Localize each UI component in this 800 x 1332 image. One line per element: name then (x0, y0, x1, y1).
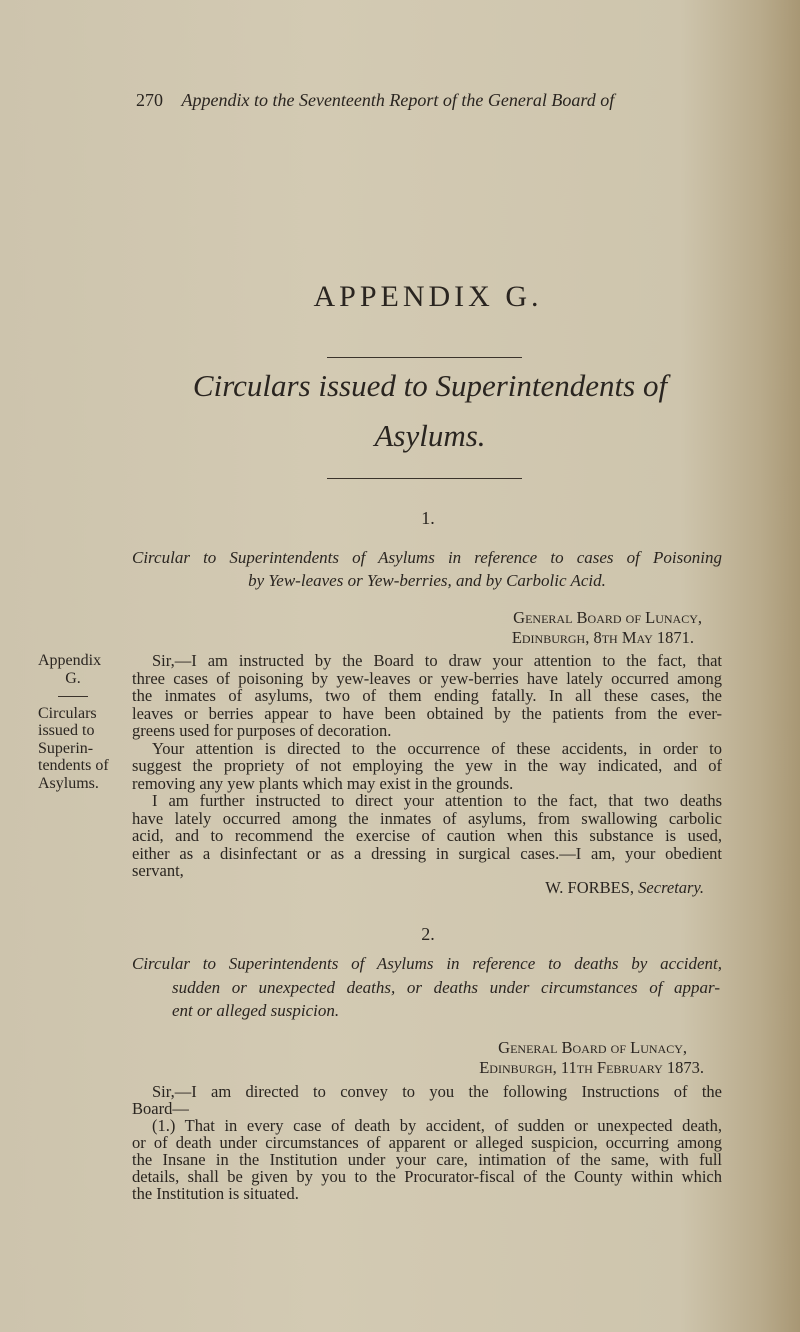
body-line: Board— (132, 1099, 189, 1118)
address-line: General Board of Lunacy, (513, 608, 702, 627)
body-line: Your attention is directed to the occurrence of these accidents, in order to (152, 738, 722, 758)
divider (327, 478, 522, 479)
body-line: servant, (132, 861, 184, 880)
sidenote-line: Asylums. (38, 774, 99, 792)
address (132, 1059, 704, 1076)
address (132, 629, 694, 646)
sidenote-line: G. (65, 669, 81, 687)
body-line: Sir,—I am directed to convey to you the following Instructions of the (152, 1082, 722, 1101)
address-line: Edinburgh, 11th February 1873. (479, 1058, 704, 1077)
body-line: suggest the propriety of not employing the yew in the way indicated, and of (132, 756, 722, 775)
signature-name: W. FORBES, (545, 878, 635, 897)
signature-title: Secretary. (638, 878, 704, 897)
circular-title: by Yew-leaves or Yew-berries, and by Carbolic Acid. (248, 571, 606, 590)
body-line: either as a disinfectant or as a dressing in surgical cases.—I am, your obedient (132, 843, 722, 863)
body-line: (1.) That in every case of death by accident, of sudden or unexpected death, (152, 1116, 722, 1135)
address (132, 609, 702, 626)
address-line: General Board of Lunacy, (498, 1038, 687, 1057)
circular-title: sudden or unexpected deaths, or deaths under circumstances of appar- (172, 978, 720, 997)
address (132, 1039, 687, 1056)
sidenote-line: Circulars (38, 704, 97, 722)
body-line: leaves or berries appear to have been obtained by the patients from the ever- (132, 703, 722, 723)
sidenote-line: issued to (38, 722, 95, 739)
appendix-heading: APPENDIX G. (313, 280, 543, 313)
body-line: or of death under circumstances of apparent or alleged suspicion, occurring among (132, 1133, 722, 1152)
body-line: removing any yew plants which may exist in the grounds. (132, 773, 514, 793)
sidenote-line: Superin- (38, 739, 94, 757)
signature (132, 879, 704, 896)
circular-number: 2. (421, 924, 435, 944)
sidenote-line: tendents of (38, 757, 109, 774)
address-line: Edinburgh, 8th May 1871. (511, 628, 694, 647)
sidenote-line: Appendix (38, 652, 102, 669)
circular-title: Circular to Superintendents of Asylums in reference to deaths by accident, (132, 954, 722, 973)
body-line: acid, and to recommend the exercise of caution when this substance is used, (132, 826, 722, 845)
body-line: the inmates of asylums, two of them ending fatally. In all these cases, the (132, 686, 722, 705)
body-line: details, shall be given by you to the Procurator-fiscal of the County within which (132, 1167, 722, 1186)
divider (327, 357, 522, 358)
circular-title: Circular to Superintendents of Asylums in reference to cases of Poisoning (132, 548, 722, 567)
body-line: I am further instructed to direct your attention to the fact, that two deaths (152, 791, 722, 810)
running-title: Appendix to the Seventeenth Report of the General Board of (181, 90, 615, 110)
body-line: three cases of poisoning by yew-leaves or yew-berries have lately occurred among (132, 668, 722, 688)
section-title: Asylums. (374, 418, 486, 453)
circular-title: ent or alleged suspicion. (172, 1001, 340, 1020)
running-header (136, 90, 720, 111)
body-line: the Institution is situated. (132, 1184, 299, 1203)
sidenote-divider (58, 696, 88, 697)
circular-number: 1. (421, 508, 435, 528)
section-title: Circulars issued to Superintendents of (192, 368, 668, 403)
page-number: 270 (136, 90, 163, 110)
body-line: have lately occurred among the inmates of asylums, from swallowing carbolic (132, 808, 722, 828)
body-line: greens used for purposes of decoration. (132, 721, 392, 740)
body-line: the Insane in the Institution under your care, intimation of the same, with full (132, 1150, 722, 1169)
body-line: Sir,—I am instructed by the Board to draw your attention to the fact, that (152, 651, 722, 670)
